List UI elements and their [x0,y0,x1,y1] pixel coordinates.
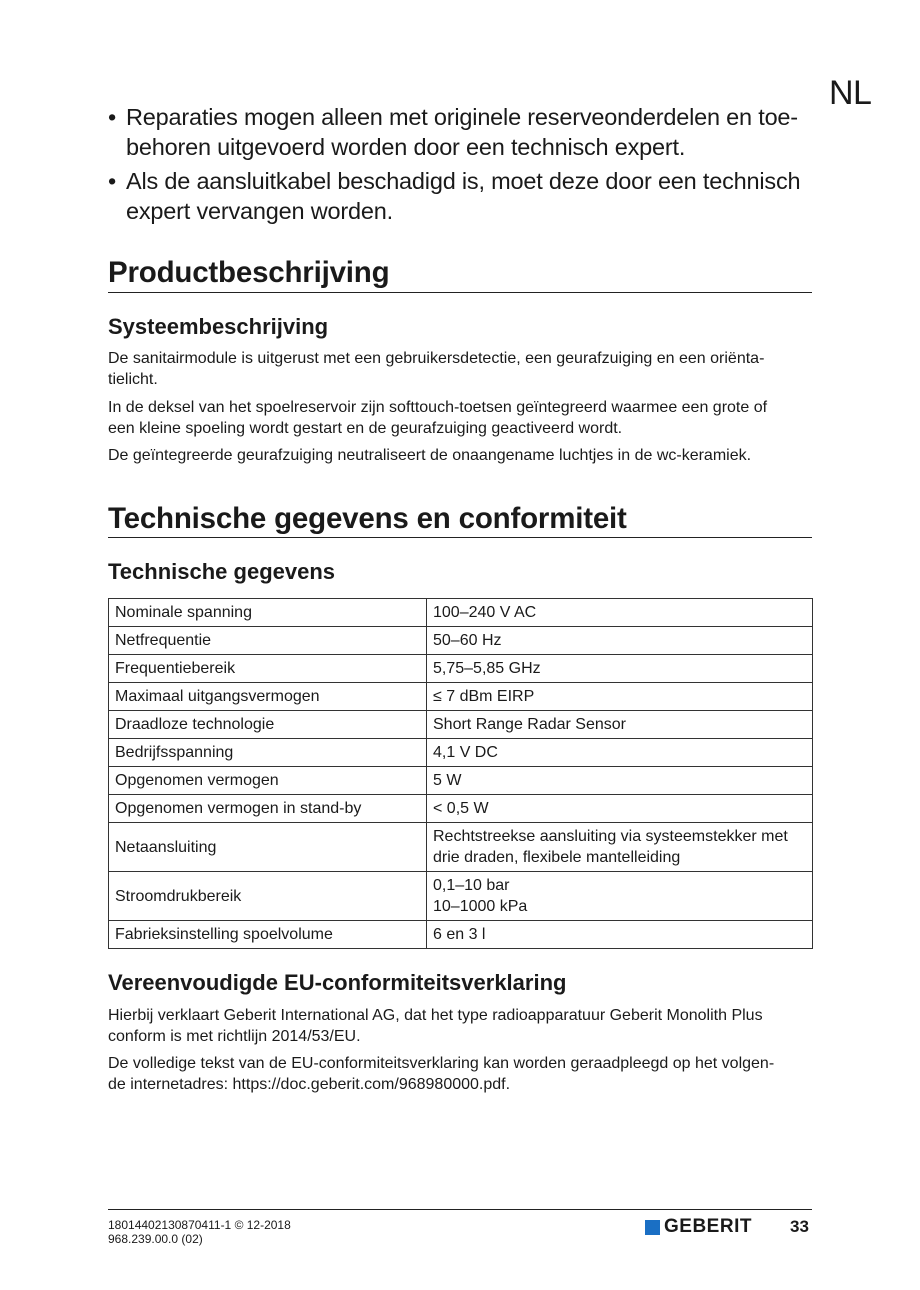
paragraph-line: een kleine spoeling wordt gestart en de geurafzuiging geactiveerd wordt. [108,420,623,437]
paragraph-line: conform is met richtlijn 2014/53/EU. [108,1028,361,1045]
table-key: Netfrequentie [109,627,427,655]
table-key: Opgenomen vermogen in stand-by [109,795,427,823]
bullet-dot: • [108,104,117,130]
logo-square-icon [645,1220,660,1235]
page-number: 33 [790,1217,809,1236]
bullet-item [108,166,808,226]
geberit-logo [645,1216,752,1238]
eu-paragraph-1 [108,1005,812,1047]
product-heading: Productbeschrijving [108,256,390,289]
product-paragraph-1 [108,348,812,390]
safety-bullet-list [108,102,808,230]
technical-data-table [108,598,813,949]
technical-subheading: Technische gegevens [108,559,336,584]
table-row [109,795,813,823]
table-value: 4,1 V DC [427,739,813,767]
paragraph-line: Hierbij verklaart Geberit International AG, dat het type radioapparatuur Geberit Monolith Plus [108,1007,763,1024]
table-key: Fabrieksinstelling spoelvolume [109,921,427,949]
table-value: 5,75–5,85 GHz [427,655,813,683]
table-value [427,872,813,921]
product-paragraph-3: De geïntegreerde geurafzuiging neutraliseert de onaangename luchtjes in de wc-keramiek. [108,447,752,464]
table-value-line: drie draden, flexibele mantelleiding [433,849,681,866]
table-value: 6 en 3 l [427,921,813,949]
paragraph-line: In de deksel van het spoelreservoir zijn softtouch-toetsen geïntegreerd waarmee een grote of [108,399,768,416]
table-row [109,872,813,921]
paragraph-line: de internetadres: https://doc.geberit.com/968980000.pdf. [108,1076,511,1093]
table-row [109,683,813,711]
footer-doc-id: 18014402130870411-1 © 12-2018 [108,1218,291,1232]
table-value [427,823,813,872]
bullet-line: behoren uitgevoerd worden door een technisch expert. [126,134,686,160]
product-paragraph-2 [108,397,812,439]
table-key: Draadloze technologie [109,711,427,739]
table-value: 50–60 Hz [427,627,813,655]
table-row [109,627,813,655]
footer-doc-info [108,1218,291,1246]
technical-heading-rule [108,537,812,538]
table-key: Stroomdrukbereik [109,872,427,921]
table-key: Bedrijfsspanning [109,739,427,767]
table-value-line: Rechtstreekse aansluiting via systeemstekker met [433,828,788,845]
table-key: Nominale spanning [109,599,427,627]
table-value-line: 0,1–10 bar [433,877,510,894]
eu-conformity-heading: Vereenvoudigde EU-conformiteitsverklaring [108,970,567,995]
bullet-item [108,102,808,162]
table-key: Netaansluiting [109,823,427,872]
table-row [109,823,813,872]
table-value: 5 W [427,767,813,795]
table-row [109,655,813,683]
table-key: Maximaal uitgangsvermogen [109,683,427,711]
bullet-line: expert vervangen worden. [126,198,393,224]
table-row [109,767,813,795]
system-subheading: Systeembeschrijving [108,314,329,339]
paragraph-line: De volledige tekst van de EU-conformiteitsverklaring kan worden geraadpleegd op het volgen- [108,1055,775,1072]
table-row [109,739,813,767]
table-key: Opgenomen vermogen [109,767,427,795]
technical-heading: Technische gegevens en conformiteit [108,502,627,535]
paragraph-line: De sanitairmodule is uitgerust met een gebruikersdetectie, een geurafzuiging en een oriënta- [108,350,765,367]
table-row [109,711,813,739]
table-row [109,921,813,949]
table-value: 100–240 V AC [427,599,813,627]
product-heading-rule [108,292,812,293]
logo-wordmark: GEBERIT [664,1216,752,1237]
table-value: ≤ 7 dBm EIRP [427,683,813,711]
table-value: < 0,5 W [427,795,813,823]
language-tag: NL [829,74,872,112]
table-row [109,599,813,627]
paragraph-line: tielicht. [108,371,158,388]
footer-rule [108,1209,812,1210]
bullet-line: Als de aansluitkabel beschadigd is, moet deze door een technisch [126,168,801,194]
table-key: Frequentiebereik [109,655,427,683]
table-value-line: 10–1000 kPa [433,898,528,915]
bullet-line: Reparaties mogen alleen met originele reserveonderdelen en toe- [126,104,798,130]
table-value: Short Range Radar Sensor [427,711,813,739]
bullet-dot: • [108,168,117,194]
eu-paragraph-2 [108,1053,812,1095]
footer-doc-number: 968.239.00.0 (02) [108,1232,203,1246]
